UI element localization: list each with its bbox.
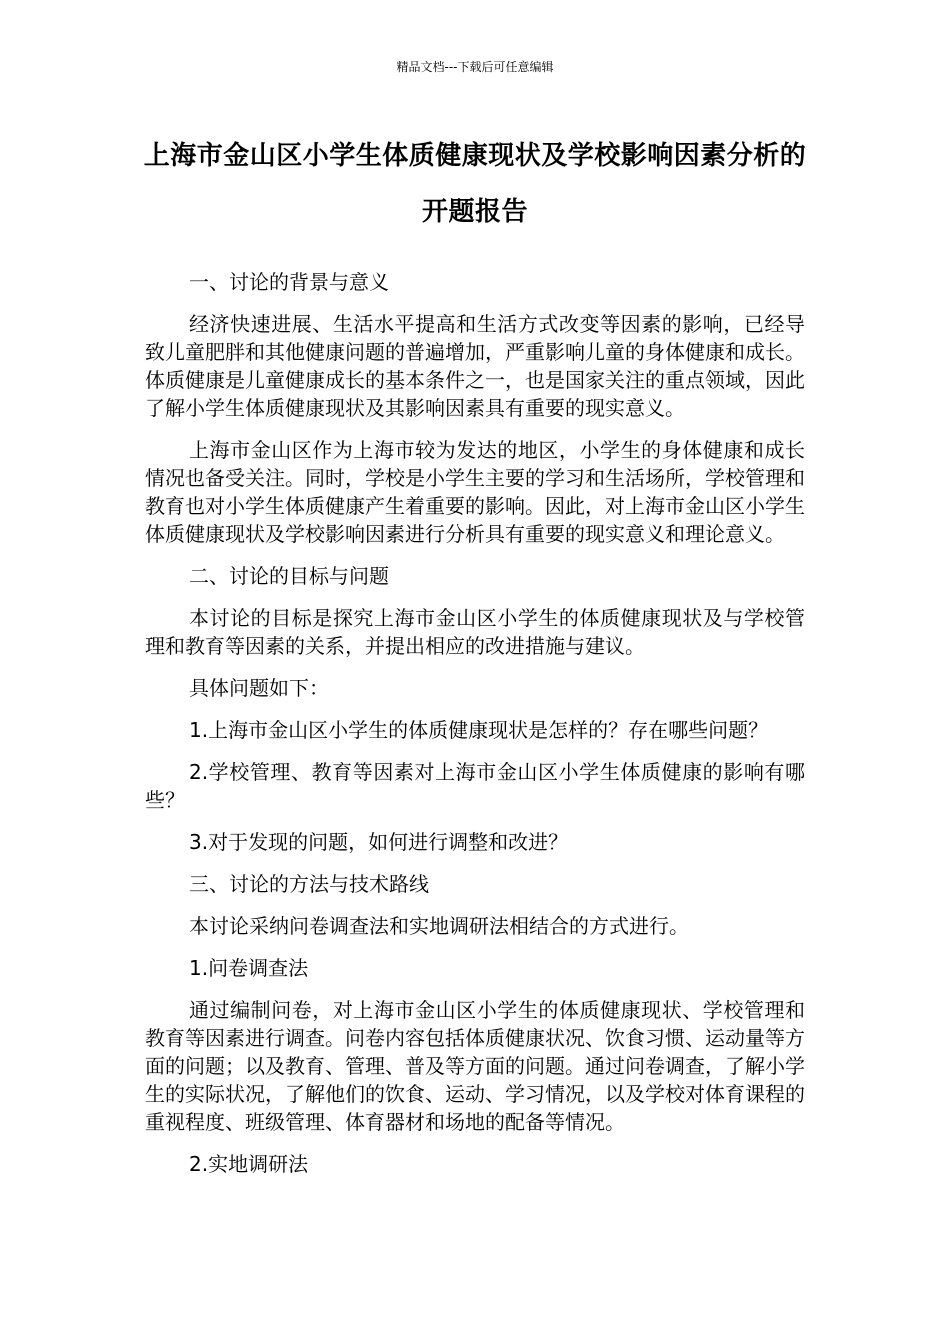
paragraph: 本讨论采纳问卷调查法和实地调研法相结合的方式进行。	[189, 914, 689, 938]
subheading: 1.问卷调查法	[189, 956, 309, 980]
paragraph: 本讨论的目标是探究上海市金山区小学生的体质健康现状及与学校管理和教育等因素的关系，并提出相应的改进措施与建议。	[145, 606, 805, 658]
list-item: 2.学校管理、教育等因素对上海市金山区小学生体质健康的影响有哪些？	[145, 760, 805, 812]
header-note: 精品文档---下载后可任意编辑	[396, 60, 554, 74]
paragraph: 上海市金山区作为上海市较为发达的地区，小学生的身体健康和成长情况也备受关注。同时，学校是小学生主要的学习和生活场所，学校管理和教育也对小学生体质健康产生着重要的影响。因此，对上海市金山区小学生体质健康现状及学校影响因素进行分析具有重要的现实意义和理论意义。	[145, 438, 805, 546]
list-item: 3.对于发现的问题，如何进行调整和改进？	[189, 830, 569, 854]
subheading: 2.实地调研法	[189, 1152, 309, 1176]
section-heading-background: 一、讨论的背景与意义	[189, 270, 389, 294]
document-body	[145, 268, 805, 1192]
paragraph: 具体问题如下：	[189, 676, 329, 700]
paragraph: 经济快速进展、生活水平提高和生活方式改变等因素的影响，已经导致儿童肥胖和其他健康问题的普遍增加，严重影响儿童的身体健康和成长。体质健康是儿童健康成长的基本条件之一，也是国家关注的重点领域，因此了解小学生体质健康现状及其影响因素具有重要的现实意义。	[145, 312, 805, 420]
paragraph: 通过编制问卷，对上海市金山区小学生的体质健康现状、学校管理和教育等因素进行调查。问卷内容包括体质健康状况、饮食习惯、运动量等方面的问题；以及教育、管理、普及等方面的问题。通过问卷调查，了解小学生的实际状况，了解他们的饮食、运动、学习情况，以及学校对体育课程的重视程度、班级管理、体育器材和场地的配备等情况。	[145, 998, 805, 1134]
document-title: 上海市金山区小学生体质健康现状及学校影响因素分析的开题报告	[143, 141, 807, 227]
section-heading-methods: 三、讨论的方法与技术路线	[189, 872, 429, 896]
section-heading-goals: 二、讨论的目标与问题	[189, 564, 389, 588]
list-item: 1.上海市金山区小学生的体质健康现状是怎样的？存在哪些问题？	[189, 718, 769, 742]
